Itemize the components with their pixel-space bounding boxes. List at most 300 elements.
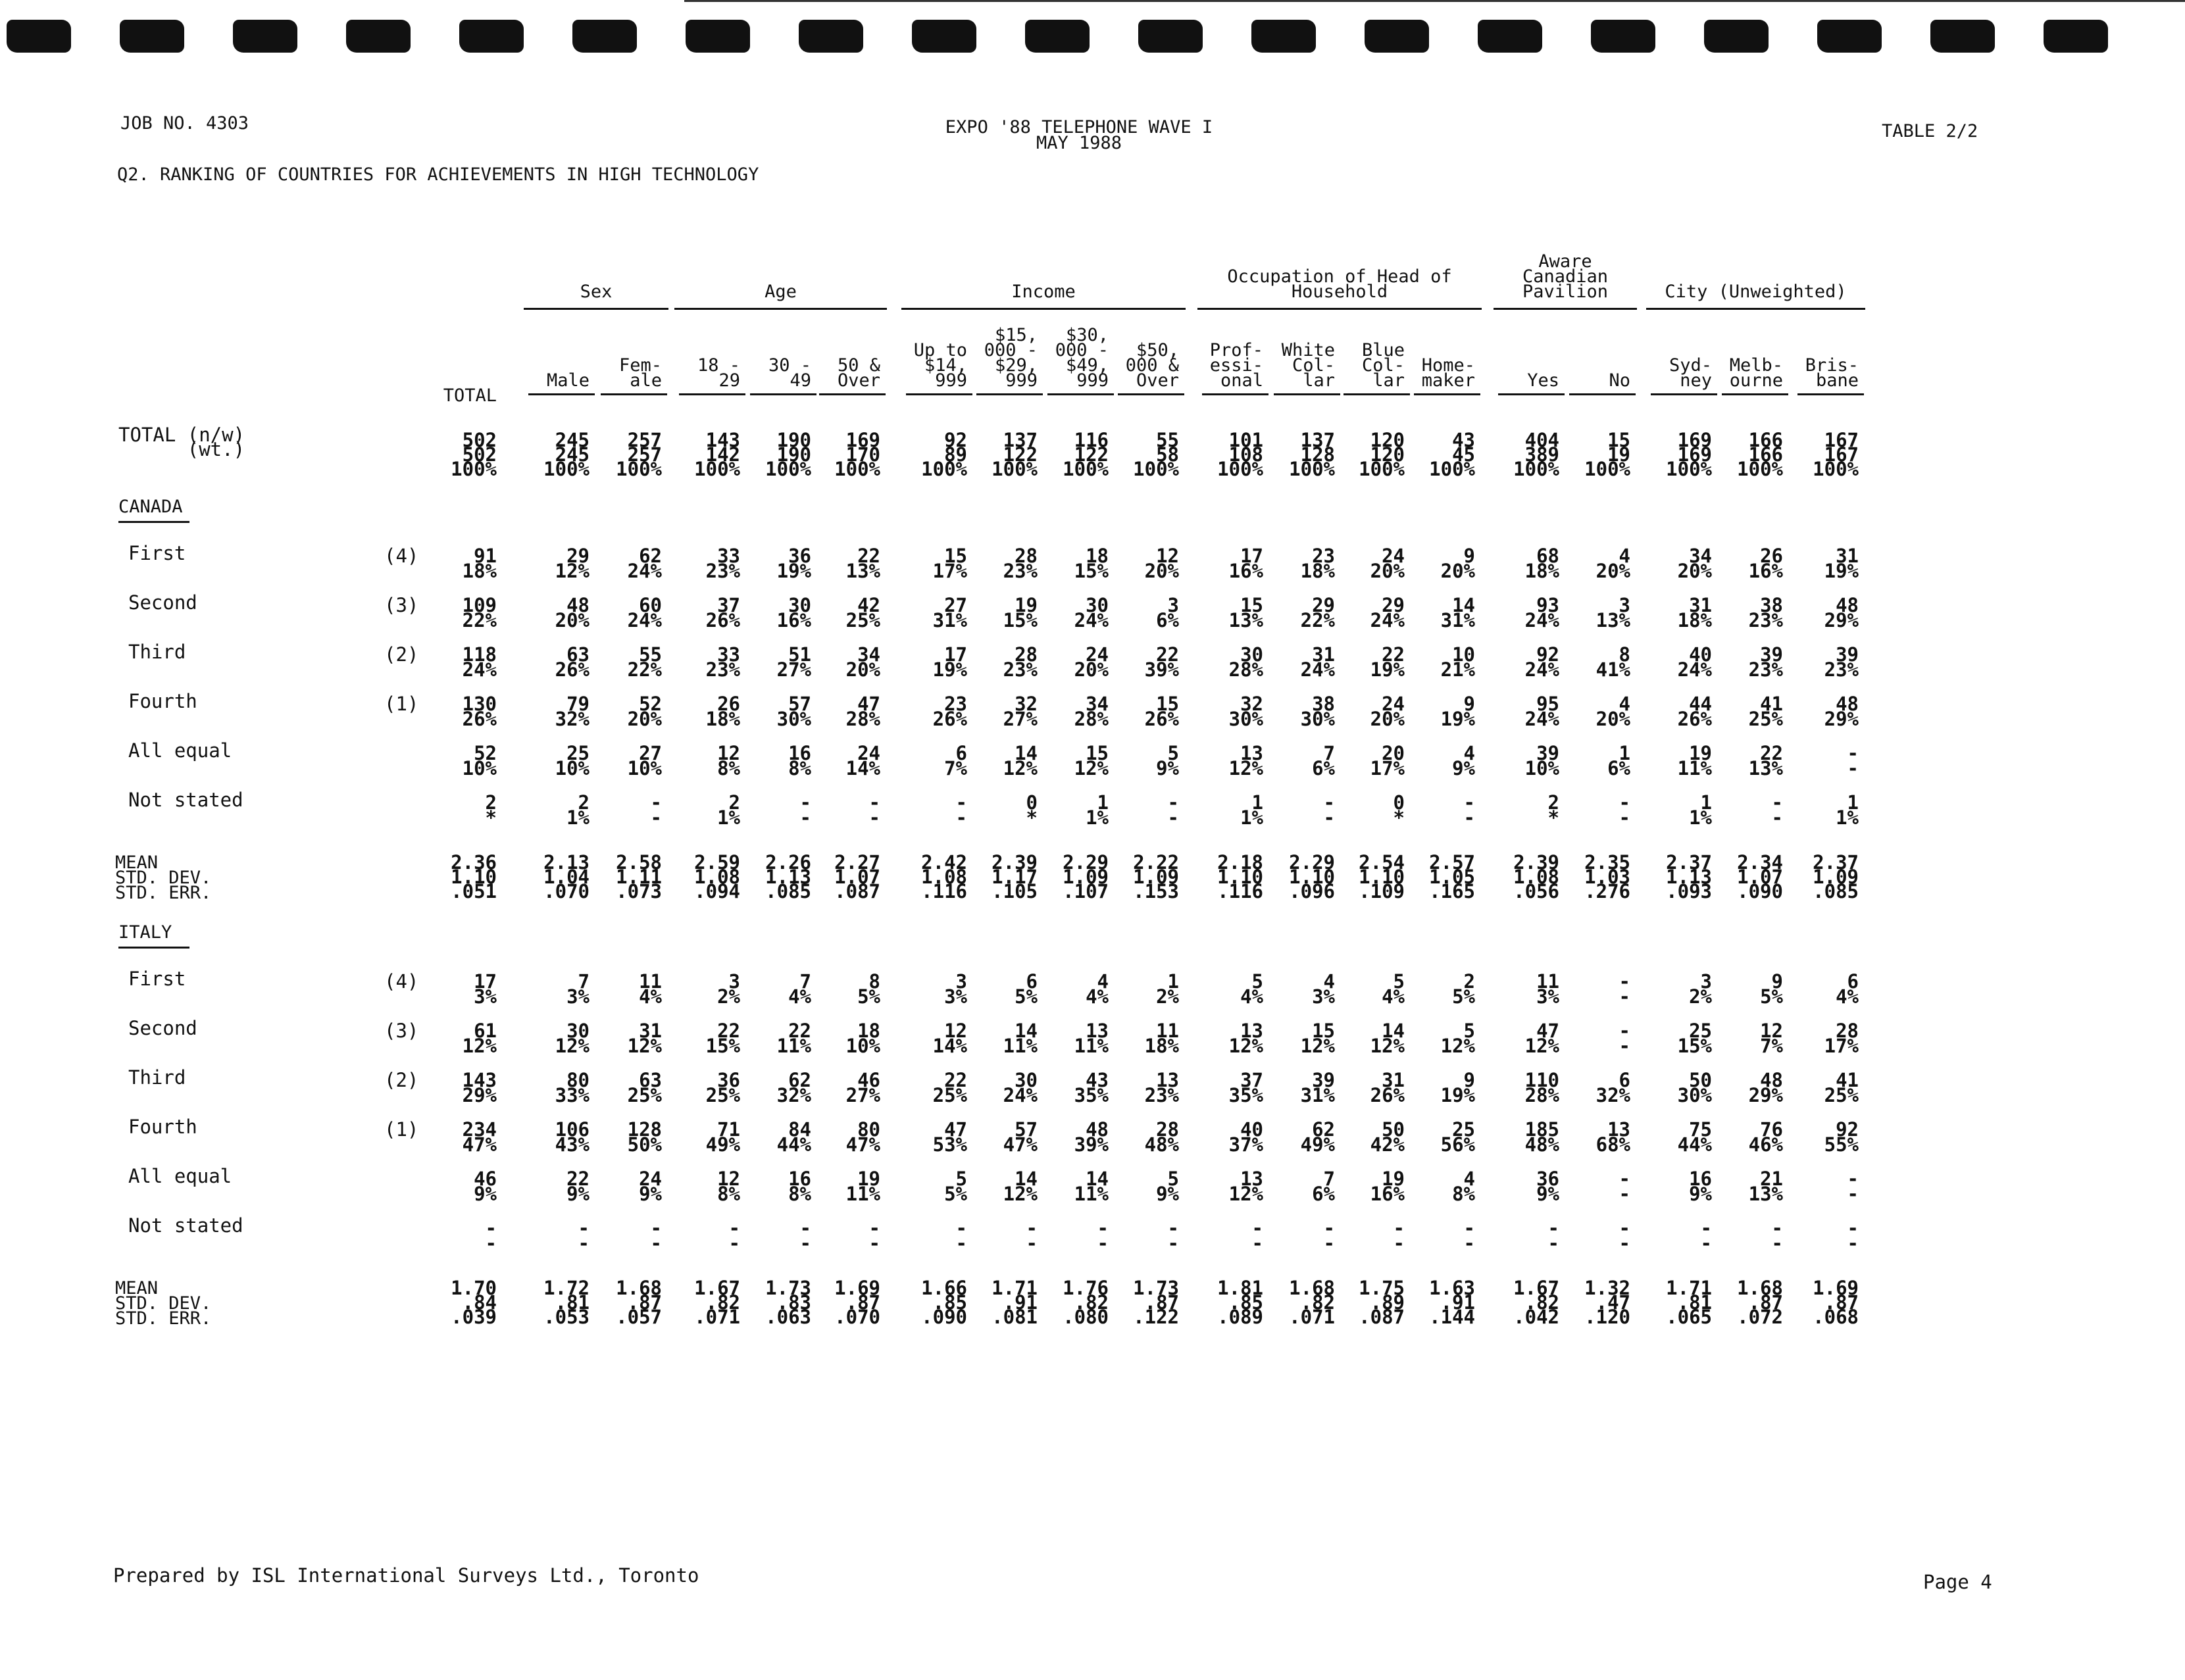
data-cell: 26 16%	[1748, 545, 1783, 582]
stats-cell: 1.63 .91 .144	[1429, 1277, 1475, 1328]
data-cell: 31 19%	[1824, 545, 1859, 582]
row-label: All equal	[128, 1165, 232, 1187]
column-header: 50 & Over	[837, 355, 880, 391]
column-rule	[528, 393, 595, 395]
stats-cell: 1.72 .81 .053	[543, 1277, 590, 1328]
data-cell: 11 3%	[1536, 970, 1559, 1008]
data-cell: 15 17%	[932, 545, 967, 582]
footer-credit: Prepared by ISL International Surveys Ltd., Toronto	[113, 1564, 699, 1587]
stats-cell: 2.29 1.10 .096	[1289, 851, 1335, 902]
data-cell: 32 27%	[1003, 693, 1038, 730]
data-cell: 12 7%	[1760, 1020, 1783, 1057]
stats-cell: 1.68 .87 .057	[616, 1277, 662, 1328]
data-cell: 7 6%	[1312, 742, 1335, 779]
data-cell: 2 *	[1547, 791, 1559, 829]
column-rule	[679, 393, 745, 395]
stats-cell: 1.73 .83 .063	[765, 1277, 811, 1328]
data-cell: 22 19%	[1370, 643, 1405, 681]
data-cell: 0 *	[1393, 791, 1405, 829]
data-cell: 29 22%	[1300, 594, 1335, 631]
stats-cell: 1.70 .84 .039	[451, 1277, 497, 1328]
data-cell: 15 26%	[1144, 693, 1179, 730]
data-cell: 25 15%	[1677, 1020, 1712, 1057]
data-cell: 37 26%	[705, 594, 740, 631]
data-cell: 22 13%	[1748, 742, 1783, 779]
data-cell: 17 16%	[1228, 545, 1263, 582]
data-cell: 17 19%	[932, 643, 967, 681]
row-code: (4)	[384, 545, 419, 567]
data-cell: 43 35%	[1074, 1069, 1109, 1106]
data-cell: 5 4%	[1240, 970, 1263, 1008]
total-cell: 404 389 100%	[1513, 429, 1559, 480]
stats-cell: 1.67 .82 .071	[694, 1277, 740, 1328]
job-number: JOB NO. 4303	[120, 113, 249, 134]
data-cell: 5 5%	[944, 1168, 967, 1205]
stats-cell: 1.71 .81 .065	[1666, 1277, 1712, 1328]
data-cell: 95 24%	[1524, 693, 1559, 730]
data-cell: 4 3%	[1312, 970, 1335, 1008]
data-cell: 92 55%	[1824, 1118, 1859, 1156]
total-cell: 166 166 100%	[1737, 429, 1783, 480]
stats-cell: 1.75 .89 .087	[1359, 1277, 1405, 1328]
data-cell: 5 9%	[1156, 742, 1179, 779]
group-header: Sex	[580, 282, 613, 302]
data-cell: 16 8%	[788, 1168, 811, 1205]
group-header: Aware Canadian Pavilion	[1522, 251, 1609, 302]
column-rule	[1202, 393, 1268, 395]
data-cell: 7 4%	[788, 970, 811, 1008]
feed-hole	[1704, 20, 1769, 53]
feed-hole	[1817, 20, 1882, 53]
data-cell: 15 13%	[1228, 594, 1263, 631]
data-cell: - -	[1847, 1168, 1859, 1205]
data-cell: 68 18%	[1524, 545, 1559, 582]
group-header: Occupation of Head of Household	[1227, 266, 1452, 302]
column-header: Syd- ney	[1669, 355, 1712, 391]
data-cell: 7 6%	[1312, 1168, 1335, 1205]
data-cell: 34 20%	[845, 643, 880, 681]
data-cell: 6 5%	[1015, 970, 1038, 1008]
row-code: (3)	[384, 1020, 419, 1042]
total-cell: 137 128 100%	[1289, 429, 1335, 480]
data-cell: 11 18%	[1144, 1020, 1179, 1057]
data-cell: 39 10%	[1524, 742, 1559, 779]
column-header: TOTAL	[443, 385, 497, 406]
data-cell: 79 32%	[555, 693, 590, 730]
column-header: No	[1609, 370, 1630, 391]
data-cell: - -	[1619, 1168, 1630, 1205]
row-code: (1)	[384, 693, 419, 715]
data-cell: 5 12%	[1440, 1020, 1475, 1057]
row-label: Third	[128, 1066, 186, 1089]
data-cell: 19 16%	[1370, 1168, 1405, 1205]
data-cell: 0 *	[1026, 791, 1038, 829]
data-cell: 19 11%	[845, 1168, 880, 1205]
data-cell: 80 47%	[845, 1118, 880, 1156]
data-cell: 234 47%	[462, 1118, 497, 1156]
column-rule	[750, 393, 816, 395]
total-cell: 92 89 100%	[921, 429, 967, 480]
column-rule	[601, 393, 667, 395]
data-cell: 3 2%	[1689, 970, 1712, 1008]
stats-cell: 2.54 1.10 .109	[1359, 851, 1405, 902]
column-rule	[1498, 393, 1565, 395]
data-cell: 36 25%	[705, 1069, 740, 1106]
feed-hole	[572, 20, 637, 53]
stats-cell: 2.18 1.10 .116	[1217, 851, 1263, 902]
data-cell: 31 18%	[1677, 594, 1712, 631]
feed-hole	[1251, 20, 1316, 53]
row-label: Second	[128, 1017, 197, 1039]
stats-labels: MEAN STD. DEV. STD. ERR.	[115, 852, 212, 903]
stats-cell: 2.39 1.17 .105	[992, 851, 1038, 902]
stats-cell: 2.34 1.07 .090	[1737, 851, 1783, 902]
data-cell: 33 23%	[705, 643, 740, 681]
column-header: Up to $14, 999	[913, 340, 967, 391]
group-header: City (Unweighted)	[1665, 282, 1847, 302]
data-cell: 16 8%	[788, 742, 811, 779]
total-cell: 167 167 100%	[1813, 429, 1859, 480]
data-cell: 3 3%	[944, 970, 967, 1008]
data-cell: 5 4%	[1382, 970, 1405, 1008]
data-cell: 14 12%	[1003, 1168, 1038, 1205]
row-label: Second	[128, 591, 197, 614]
data-cell: 106 43%	[555, 1118, 590, 1156]
data-cell: 60 24%	[627, 594, 662, 631]
total-cell: 245 245 100%	[543, 429, 590, 480]
stats-cell: 2.13 1.04 .070	[543, 851, 590, 902]
data-cell: 62 32%	[776, 1069, 811, 1106]
data-cell: 63 25%	[627, 1069, 662, 1106]
data-cell: 50 42%	[1370, 1118, 1405, 1156]
stats-cell: 2.36 1.10 .051	[451, 851, 497, 902]
column-rule	[976, 393, 1043, 395]
data-cell: 48 20%	[555, 594, 590, 631]
data-cell: 11 4%	[639, 970, 662, 1008]
data-cell: - -	[799, 791, 811, 829]
group-header: Age	[765, 282, 797, 302]
data-cell: 29 12%	[555, 545, 590, 582]
row-label: Third	[128, 641, 186, 663]
data-cell: - -	[1771, 791, 1783, 829]
column-rule	[1274, 393, 1340, 395]
stats-cell: 2.59 1.08 .094	[694, 851, 740, 902]
data-cell: 48 29%	[1824, 594, 1859, 631]
data-cell: 7 3%	[566, 970, 590, 1008]
data-cell: - -	[1463, 791, 1475, 829]
column-header: Fem- ale	[618, 355, 662, 391]
data-cell: 22 11%	[776, 1020, 811, 1057]
data-cell: 39 23%	[1824, 643, 1859, 681]
group-rule	[901, 308, 1186, 310]
data-cell: - -	[1847, 742, 1859, 779]
data-cell: 91 18%	[462, 545, 497, 582]
data-cell: - -	[1167, 1217, 1179, 1254]
data-cell: 4 4%	[1086, 970, 1109, 1008]
data-cell: 52 20%	[627, 693, 662, 730]
stats-cell: 2.39 1.08 .056	[1513, 851, 1559, 902]
data-cell: 71 49%	[705, 1118, 740, 1156]
feed-hole	[912, 20, 976, 53]
data-cell: 48 29%	[1824, 693, 1859, 730]
data-cell: 9 19%	[1440, 1069, 1475, 1106]
feed-hole	[7, 20, 71, 53]
data-cell: 2 *	[485, 791, 497, 829]
data-cell: 93 24%	[1524, 594, 1559, 631]
data-cell: 6 4%	[1836, 970, 1859, 1008]
data-cell: 28 23%	[1003, 545, 1038, 582]
data-cell: - -	[728, 1217, 740, 1254]
data-cell: 47 12%	[1524, 1020, 1559, 1057]
data-cell: - -	[1619, 970, 1630, 1008]
column-rule	[819, 393, 886, 395]
total-cell: 55 58 100%	[1133, 429, 1179, 480]
data-cell: - -	[650, 1217, 662, 1254]
stats-cell: 2.37 1.13 .093	[1666, 851, 1712, 902]
data-cell: 22 15%	[705, 1020, 740, 1057]
data-cell: 47 53%	[932, 1118, 967, 1156]
data-cell: - -	[485, 1217, 497, 1254]
data-cell: 30 24%	[1003, 1069, 1038, 1106]
data-cell: 32 30%	[1228, 693, 1263, 730]
data-cell: 185 48%	[1524, 1118, 1559, 1156]
data-cell: 4 8%	[1452, 1168, 1475, 1205]
data-cell: 46 27%	[845, 1069, 880, 1106]
data-cell: - -	[578, 1217, 590, 1254]
data-cell: 24 9%	[639, 1168, 662, 1205]
total-cell: 120 120 100%	[1359, 429, 1405, 480]
data-cell: 75 44%	[1677, 1118, 1712, 1156]
feed-hole	[1138, 20, 1203, 53]
data-cell: 12 8%	[717, 742, 740, 779]
total-cell: 43 45 100%	[1429, 429, 1475, 480]
top-edge-line	[684, 0, 2185, 2]
feed-hole	[120, 20, 184, 53]
feed-hole	[346, 20, 411, 53]
data-cell: - -	[955, 791, 967, 829]
stats-cell: 1.69 .87 .068	[1813, 1277, 1859, 1328]
table-number: TABLE 2/2	[1882, 121, 1978, 141]
data-cell: - -	[1167, 791, 1179, 829]
data-cell: 48 29%	[1748, 1069, 1783, 1106]
section-title: ITALY	[118, 922, 172, 943]
data-cell: 40 37%	[1228, 1118, 1263, 1156]
data-cell: 13 23%	[1144, 1069, 1179, 1106]
stats-cell: 1.68 .82 .071	[1289, 1277, 1335, 1328]
report-title-line1: EXPO '88 TELEPHONE WAVE I	[945, 117, 1213, 137]
data-cell: 2 5%	[1452, 970, 1475, 1008]
column-header: 30 - 49	[768, 355, 811, 391]
stats-cell: 2.29 1.09 .107	[1063, 851, 1109, 902]
data-cell: 47 28%	[845, 693, 880, 730]
total-cell: 190 190 100%	[765, 429, 811, 480]
data-cell: 39 31%	[1300, 1069, 1335, 1106]
row-label: Fourth	[128, 690, 197, 712]
row-label: All equal	[128, 739, 232, 762]
data-cell: 62 24%	[627, 545, 662, 582]
column-header: Melb- ourne	[1729, 355, 1783, 391]
data-cell: 30 24%	[1074, 594, 1109, 631]
data-cell: 41 25%	[1748, 693, 1783, 730]
data-cell: 76 46%	[1748, 1118, 1783, 1156]
data-cell: 52 10%	[462, 742, 497, 779]
data-cell: 14 31%	[1440, 594, 1475, 631]
data-cell: 10 21%	[1440, 643, 1475, 681]
group-rule	[674, 308, 887, 310]
total-cell: 169 170 100%	[834, 429, 880, 480]
data-cell: 38 30%	[1300, 693, 1335, 730]
group-rule	[524, 308, 668, 310]
data-cell: 39 23%	[1748, 643, 1783, 681]
data-cell: 20 17%	[1370, 742, 1405, 779]
data-cell: - -	[868, 791, 880, 829]
data-cell: 18 10%	[845, 1020, 880, 1057]
data-cell: 34 28%	[1074, 693, 1109, 730]
data-cell: 42 25%	[845, 594, 880, 631]
column-rule	[1344, 393, 1410, 395]
data-cell: 24 14%	[845, 742, 880, 779]
data-cell: 128 50%	[627, 1118, 662, 1156]
stats-cell: 2.42 1.08 .116	[921, 851, 967, 902]
data-cell: 110 28%	[1524, 1069, 1559, 1106]
total-cell: 101 108 100%	[1217, 429, 1263, 480]
data-cell: - -	[1393, 1217, 1405, 1254]
data-cell: 31 26%	[1370, 1069, 1405, 1106]
row-code: (2)	[384, 643, 419, 666]
data-cell: 63 26%	[555, 643, 590, 681]
data-cell: 46 9%	[474, 1168, 497, 1205]
data-cell: 26 18%	[705, 693, 740, 730]
stats-cell: 1.32 .47 .120	[1584, 1277, 1630, 1328]
column-header: Bris- bane	[1805, 355, 1859, 391]
tractor-feed-holes	[7, 20, 2178, 59]
data-cell: - -	[1463, 1217, 1475, 1254]
data-cell: 62 49%	[1300, 1118, 1335, 1156]
data-cell: 1 1%	[1689, 791, 1712, 829]
data-cell: 118 24%	[462, 643, 497, 681]
data-cell: 22 9%	[566, 1168, 590, 1205]
feed-hole	[1591, 20, 1655, 53]
data-cell: 28 17%	[1824, 1020, 1859, 1057]
data-cell: 80 33%	[555, 1069, 590, 1106]
group-rule	[1494, 308, 1637, 310]
column-rule	[1414, 393, 1480, 395]
row-label: First	[128, 968, 186, 990]
data-cell: 130 26%	[462, 693, 497, 730]
stats-cell: 1.68 .87 .072	[1737, 1277, 1783, 1328]
data-cell: 6 7%	[944, 742, 967, 779]
data-cell: 14 12%	[1370, 1020, 1405, 1057]
data-cell: 4 20%	[1595, 545, 1630, 582]
column-header: Male	[546, 370, 590, 391]
stats-cell: 1.73 .87 .122	[1133, 1277, 1179, 1328]
report-title-line2: MAY 1988	[1036, 133, 1122, 153]
data-cell: 1 2%	[1156, 970, 1179, 1008]
data-cell: 55 22%	[627, 643, 662, 681]
data-cell: 15 12%	[1074, 742, 1109, 779]
data-cell: - -	[1097, 1217, 1109, 1254]
data-cell: - -	[1619, 791, 1630, 829]
data-cell: 1 1%	[1836, 791, 1859, 829]
stats-cell: 2.35 1.03 .276	[1584, 851, 1630, 902]
row-label: Not stated	[128, 789, 243, 811]
data-cell: 6 32%	[1595, 1069, 1630, 1106]
data-cell: 15 12%	[1300, 1020, 1335, 1057]
data-cell: 2 1%	[566, 791, 590, 829]
data-cell: 5 9%	[1156, 1168, 1179, 1205]
data-cell: 38 23%	[1748, 594, 1783, 631]
data-cell: 8 41%	[1595, 643, 1630, 681]
data-cell: 30 12%	[555, 1020, 590, 1057]
column-rule	[906, 393, 972, 395]
row-label: First	[128, 542, 186, 564]
data-cell: 4 9%	[1452, 742, 1475, 779]
data-cell: 51 27%	[776, 643, 811, 681]
data-cell: 17 3%	[474, 970, 497, 1008]
row-label: Not stated	[128, 1214, 243, 1237]
data-cell: 41 25%	[1824, 1069, 1859, 1106]
row-label: Fourth	[128, 1116, 197, 1138]
data-cell: 12 20%	[1144, 545, 1179, 582]
data-cell: 19 15%	[1003, 594, 1038, 631]
stats-cell: 1.81 .85 .089	[1217, 1277, 1263, 1328]
data-cell: 84 44%	[776, 1118, 811, 1156]
column-header: $30, 000 - $49, 999	[1055, 325, 1109, 391]
data-cell: - -	[1619, 1020, 1630, 1057]
total-row-label: TOTAL (n/w) (wt.)	[118, 424, 245, 460]
data-cell: 48 39%	[1074, 1118, 1109, 1156]
question-title: Q2. RANKING OF COUNTRIES FOR ACHIEVEMENTS IN HIGH TECHNOLOGY	[117, 164, 759, 185]
total-cell: 143 142 100%	[694, 429, 740, 480]
data-cell: 28 23%	[1003, 643, 1038, 681]
data-cell: 13 11%	[1074, 1020, 1109, 1057]
column-header: White Col- lar	[1281, 340, 1335, 391]
section-title: CANADA	[118, 497, 183, 517]
column-header: $50, 000 & Over	[1125, 340, 1179, 391]
data-cell: 16 9%	[1689, 1168, 1712, 1205]
data-cell: 27 31%	[932, 594, 967, 631]
data-cell: 9 20%	[1440, 545, 1475, 582]
data-cell: 29 24%	[1370, 594, 1405, 631]
data-cell: 19 11%	[1677, 742, 1712, 779]
data-cell: 27 10%	[627, 742, 662, 779]
column-rule	[1118, 393, 1184, 395]
column-header: Home- maker	[1421, 355, 1475, 391]
column-rule	[1047, 393, 1114, 395]
data-cell: 109 22%	[462, 594, 497, 631]
data-cell: 92 24%	[1524, 643, 1559, 681]
data-cell: 34 20%	[1677, 545, 1712, 582]
feed-hole	[1478, 20, 1542, 53]
data-cell: 61 12%	[462, 1020, 497, 1057]
column-header: Blue Col- lar	[1361, 340, 1405, 391]
data-cell: 25 10%	[555, 742, 590, 779]
row-code: (1)	[384, 1118, 419, 1141]
data-cell: - -	[1771, 1217, 1783, 1254]
column-header: $15, 000 - $29, 999	[984, 325, 1038, 391]
total-cell: 257 257 100%	[616, 429, 662, 480]
data-cell: - -	[1700, 1217, 1712, 1254]
data-cell: 3 2%	[717, 970, 740, 1008]
data-cell: 1 6%	[1607, 742, 1630, 779]
data-cell: 13 12%	[1228, 1168, 1263, 1205]
data-cell: - -	[868, 1217, 880, 1254]
data-cell: 14 12%	[1003, 742, 1038, 779]
data-cell: 1 1%	[1086, 791, 1109, 829]
row-code: (4)	[384, 970, 419, 993]
stats-cell: 2.58 1.11 .073	[616, 851, 662, 902]
data-cell: 28 48%	[1144, 1118, 1179, 1156]
